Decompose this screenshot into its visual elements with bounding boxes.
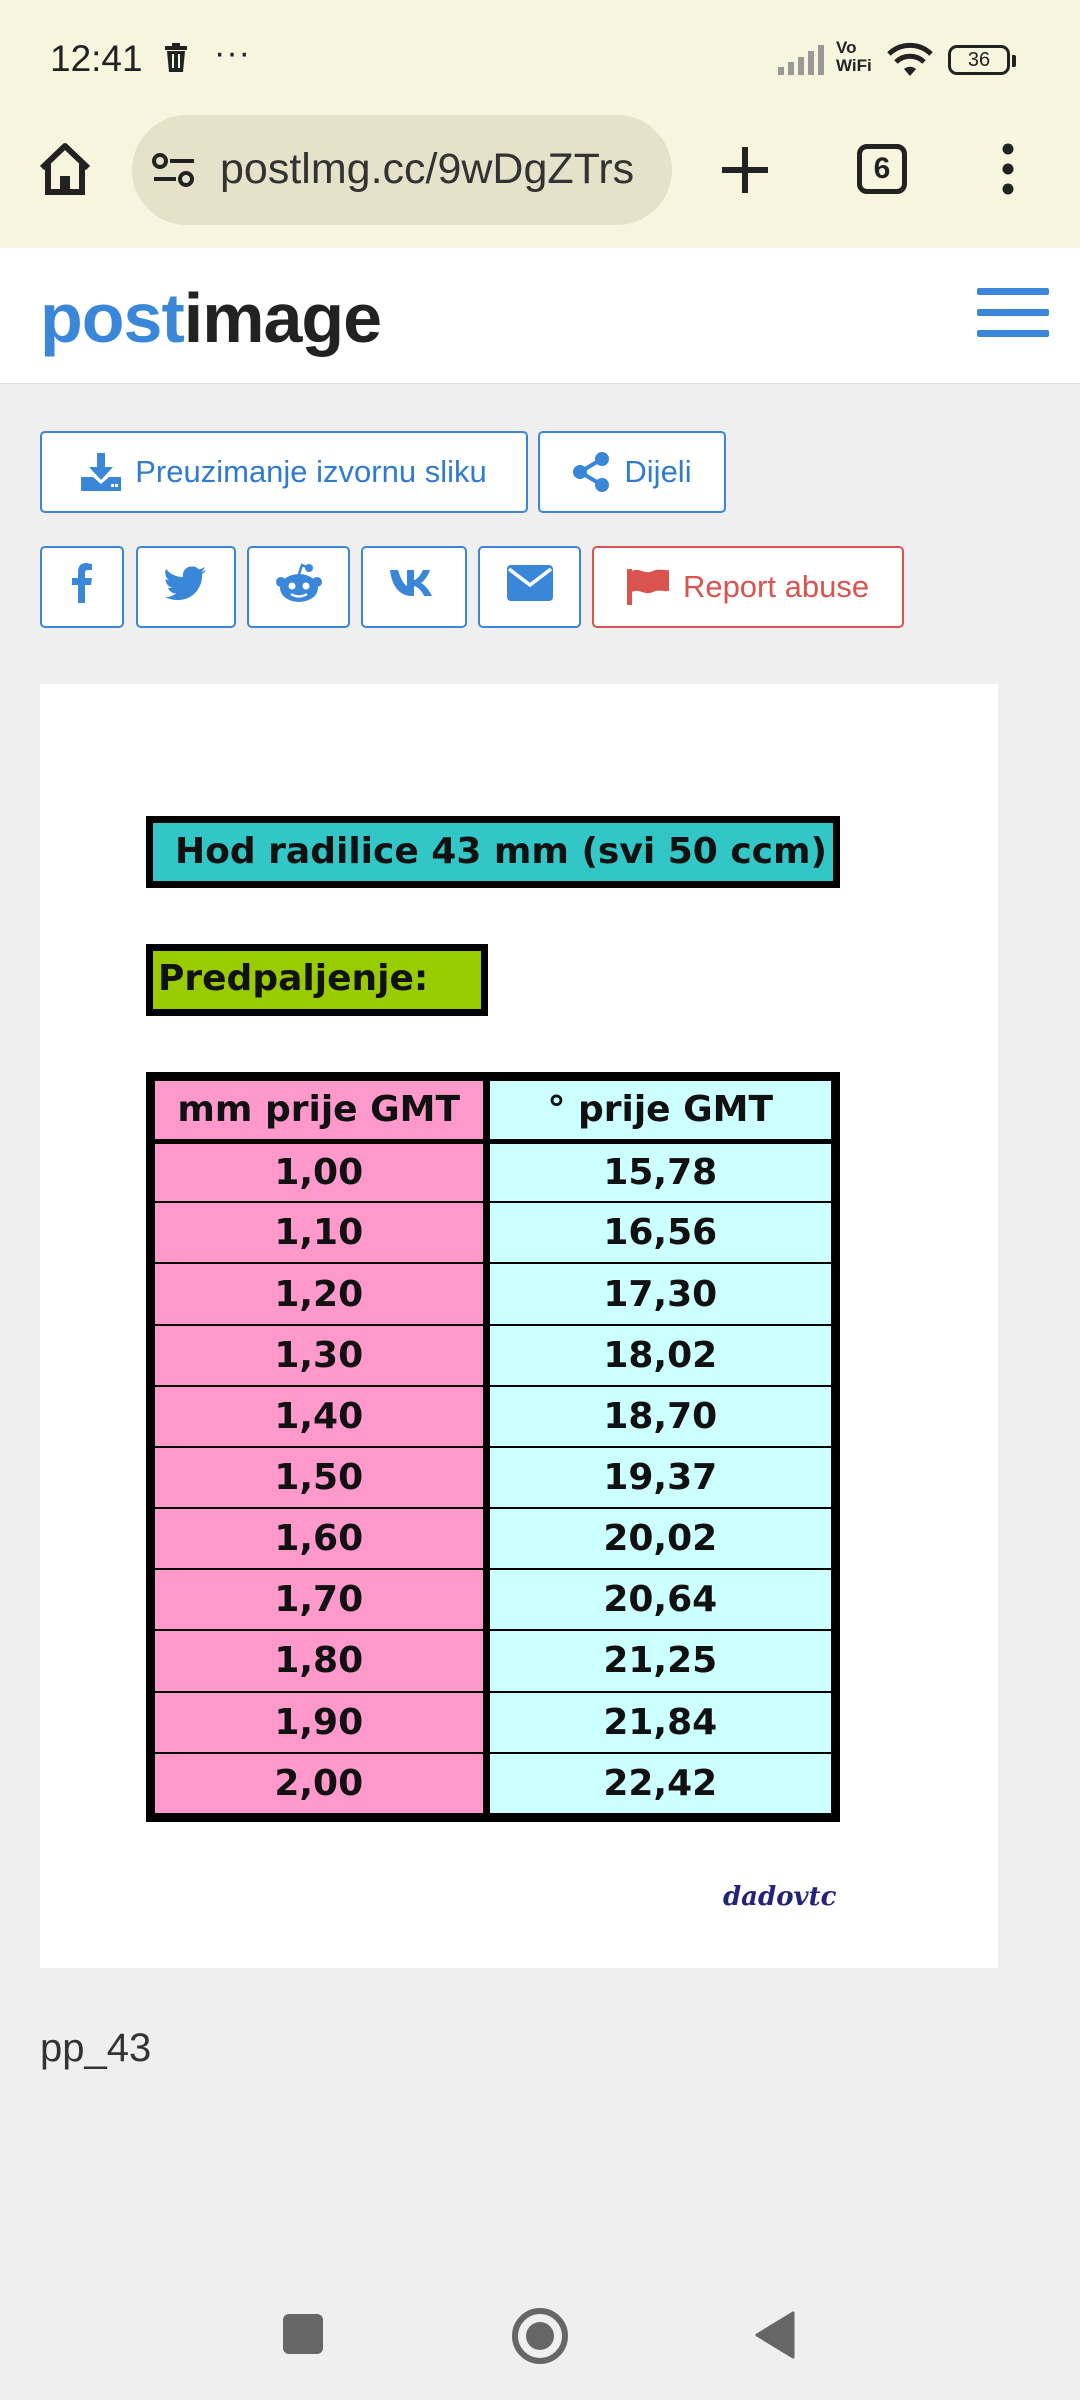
share-label: Dijeli — [624, 454, 692, 489]
vk-share-button[interactable] — [361, 546, 467, 628]
cell-mm: 1,60 — [154, 1508, 486, 1569]
header-mm: mm prije GMT — [154, 1080, 486, 1141]
table-row — [154, 1753, 832, 1814]
image-title: Hod radilice 43 mm (svi 50 ccm) — [146, 816, 840, 888]
trash-icon — [163, 43, 189, 78]
table-row — [154, 1202, 832, 1263]
vowifi-indicator: Vo WiFi — [836, 38, 872, 75]
cell-degrees: 21,84 — [486, 1692, 832, 1753]
table-row — [154, 1386, 832, 1447]
image-caption: pp_43 — [40, 2026, 152, 2070]
share-icon — [572, 452, 610, 492]
cell-degrees: 15,78 — [486, 1141, 832, 1202]
table-row — [154, 1325, 832, 1386]
address-bar[interactable] — [132, 115, 672, 225]
signal-icon — [778, 45, 828, 80]
wifi-icon — [886, 42, 934, 83]
status-time: 12:41 — [50, 38, 143, 79]
cell-degrees: 21,25 — [486, 1630, 832, 1691]
report-abuse-button[interactable] — [592, 546, 904, 628]
download-original-button[interactable] — [40, 431, 528, 513]
facebook-share-button[interactable] — [40, 546, 124, 628]
ignition-timing-table — [146, 1072, 840, 1822]
download-icon — [81, 453, 121, 491]
twitter-icon — [165, 566, 207, 608]
cell-mm: 1,80 — [154, 1630, 486, 1691]
cell-degrees: 18,02 — [486, 1325, 832, 1386]
cell-degrees: 22,42 — [486, 1753, 832, 1814]
url-text: postlmg.cc/9wDgZTrs — [220, 145, 635, 193]
nav-back-button[interactable] — [755, 2311, 795, 2364]
table-row — [154, 1692, 832, 1753]
cell-degrees: 19,37 — [486, 1447, 832, 1508]
table-row — [154, 1508, 832, 1569]
menu-hamburger-icon[interactable] — [977, 288, 1049, 344]
vk-icon — [390, 569, 438, 605]
postimage-logo[interactable]: postimage — [40, 279, 382, 357]
cell-degrees: 16,56 — [486, 1202, 832, 1263]
share-button[interactable] — [538, 431, 726, 513]
report-abuse-label: Report abuse — [682, 569, 870, 604]
email-share-button[interactable] — [478, 546, 581, 628]
facebook-icon — [71, 563, 93, 611]
site-settings-icon[interactable] — [152, 152, 196, 193]
email-icon — [507, 565, 553, 609]
cell-degrees: 18,70 — [486, 1386, 832, 1447]
reddit-icon — [275, 563, 323, 611]
download-label: Preuzimanje izvornu sliku — [135, 454, 487, 489]
nav-home-button[interactable] — [511, 2307, 569, 2370]
cell-degrees: 20,02 — [486, 1508, 832, 1569]
image-subtitle: Predpaljenje: — [146, 944, 488, 1016]
cell-mm: 1,90 — [154, 1692, 486, 1753]
site-header — [0, 248, 1080, 384]
flag-icon — [627, 569, 669, 605]
table-row — [154, 1263, 832, 1324]
cell-mm: 1,70 — [154, 1569, 486, 1630]
new-tab-button[interactable] — [720, 145, 770, 200]
cell-mm: 1,30 — [154, 1325, 486, 1386]
header-degrees: ° prije GMT — [486, 1080, 832, 1141]
cell-mm: 1,40 — [154, 1386, 486, 1447]
home-button[interactable] — [36, 140, 94, 203]
table-header-row — [154, 1080, 832, 1141]
status-more-icon: ··· — [214, 34, 251, 72]
cell-mm: 1,50 — [154, 1447, 486, 1508]
cell-mm: 1,10 — [154, 1202, 486, 1263]
table-row — [154, 1630, 832, 1691]
browser-chrome — [0, 0, 1080, 248]
cell-degrees: 20,64 — [486, 1569, 832, 1630]
twitter-share-button[interactable] — [136, 546, 236, 628]
cell-mm: 1,00 — [154, 1141, 486, 1202]
table-row — [154, 1141, 832, 1202]
cell-mm: 2,00 — [154, 1753, 486, 1814]
cell-degrees: 17,30 — [486, 1263, 832, 1324]
status-bar — [0, 0, 1080, 120]
browser-menu-icon[interactable] — [1001, 143, 1015, 200]
table-row — [154, 1447, 832, 1508]
battery-indicator: 36 — [948, 45, 1010, 75]
author-signature: dadovtc — [723, 1882, 837, 1912]
uploaded-image[interactable] — [40, 684, 998, 1968]
nav-recents-button[interactable] — [283, 2314, 323, 2354]
tab-switcher-button[interactable]: 6 — [857, 144, 907, 194]
table-row — [154, 1569, 832, 1630]
reddit-share-button[interactable] — [247, 546, 350, 628]
cell-mm: 1,20 — [154, 1263, 486, 1324]
